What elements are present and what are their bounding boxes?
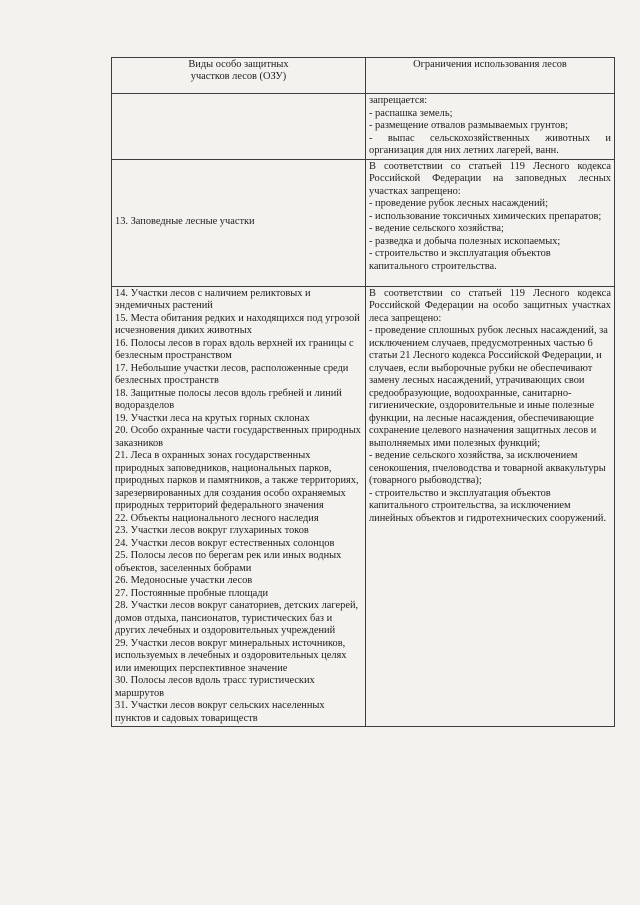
- forest-restrictions-table: [111, 57, 615, 727]
- restriction-item: - распашка земель;: [369, 107, 453, 119]
- restriction-item: - строительство и эксплуатация объектов капитального строительства, за исключением линейных объектов и гидротехнических сооружений.: [369, 487, 607, 524]
- restriction-item: - ведение сельского хозяйства;: [369, 223, 504, 234]
- ozu-item: 31. Участки лесов вокруг сельских населенных пунктов и садовых товариществ: [115, 700, 325, 724]
- row2-left-cell: 13. Заповедные лесные участки: [112, 159, 366, 286]
- row3-right-cell: [366, 286, 615, 727]
- table-row: [112, 94, 615, 160]
- ozu-item: 14. Участки лесов с наличием реликтовых и эндемичных растений: [115, 287, 311, 311]
- ozu-item: 26. Медоносные участки лесов: [115, 575, 253, 586]
- restriction-item: - ведение сельского хозяйства, за исключением сенокошения, пчеловодства и товарной аквакультуры (товарного рыбоводства);: [369, 450, 606, 486]
- ozu-item: 16. Полосы лесов в горах вдоль верхней их границы с безлесным пространством: [115, 337, 354, 361]
- row1-left-cell: [112, 94, 366, 160]
- restriction-item: - разведка и добыча полезных ископаемых;: [369, 235, 561, 247]
- ozu-item: 21. Леса в охранных зонах государственных природных заповедников, национальных парков, природных парков и памятников, а также территориях, зарезервированных для создания особо охраняемых природных территорий федерального значения: [115, 450, 359, 511]
- header-col1-line1: Виды особо защитных: [188, 59, 289, 70]
- restriction-item: - использование токсичных химических препаратов;: [369, 210, 602, 222]
- header-col1-line2: участков лесов (ОЗУ): [190, 71, 287, 82]
- ozu-item: 19. Участки леса на крутых горных склонах: [115, 412, 310, 424]
- ozu-item: 30. Полосы лесов вдоль трасс туристических маршрутов: [115, 675, 315, 699]
- restriction-item: - проведение рубок лесных насаждений;: [369, 198, 548, 209]
- row2-right-cell: [366, 159, 615, 286]
- row1-right-cell: [366, 94, 615, 160]
- restriction-item: - проведение сплошных рубок лесных насаждений, за исключением случаев, предусмотренных частью 6 статьи 21 Лесного кодекса Российской Федерации, и случаев, если выборочные рубки не обеспечивают замену лесных насаждений, утрачивающих свои средообразующие, водоохранные, санитарно-гигиенические, оздоровительные и иные полезные функции, на лесные насаждения, обеспечивающие сохранение целевого назначения защитных лесов и выполняемых ими полезных функций;: [369, 325, 608, 449]
- row3-left-cell: [112, 286, 366, 727]
- ozu-item: 25. Полосы лесов по берегам рек или иных водных объектов, заселенных бобрами: [115, 550, 342, 574]
- table-header-row: [112, 58, 615, 94]
- restriction-item: - строительство и эксплуатация объектов капитального строительства.: [369, 248, 551, 272]
- ozu-item: 15. Места обитания редких и находящихся под угрозой исчезновения диких животных: [115, 312, 360, 336]
- restriction-intro: В соответствии со статьей 119 Лесного кодекса Российской Федерации на заповедных лесных участках запрещено:: [369, 160, 611, 197]
- ozu-item: 23. Участки лесов вокруг глухариных токов: [115, 525, 309, 536]
- ozu-item: 17. Небольшие участки лесов, расположенные среди безлесных пространств: [115, 362, 349, 386]
- ozu-item: 27. Постоянные пробные площади: [115, 587, 269, 599]
- ozu-item: 24. Участки лесов вокруг естественных солонцов: [115, 537, 335, 549]
- ozu-item: 20. Особо охранные части государственных природных заказников: [115, 425, 361, 449]
- table-row: [112, 286, 615, 727]
- ozu-item: 28. Участки лесов вокруг санаториев, детских лагерей, домов отдыха, пансионатов, туристических баз и других лечебных и оздоровительных учреждений: [115, 600, 359, 636]
- ozu-item: 29. Участки лесов вокруг минеральных источников, используемых в лечебных и оздоровительных целях или имеющих перспективное значение: [115, 637, 347, 674]
- header-restrictions: Ограничения использования лесов: [366, 58, 615, 94]
- ozu-item: 18. Защитные полосы лесов вдоль гребней и линий водоразделов: [115, 387, 342, 411]
- header-ozu-types: [112, 58, 366, 94]
- ozu-item: 22. Объекты национального лесного наследия: [115, 512, 319, 524]
- restriction-intro: В соответствии со статьей 119 Лесного кодекса Российской Федерации на особо защитных участках леса запрещено:: [369, 287, 611, 324]
- table-row: [112, 159, 615, 286]
- restriction-item: запрещается:: [369, 95, 428, 106]
- restriction-item: - выпас сельскохозяйственных животных и организация для них летних лагерей, ванн.: [369, 132, 611, 156]
- restriction-item: - размещение отвалов размываемых грунтов;: [369, 120, 569, 131]
